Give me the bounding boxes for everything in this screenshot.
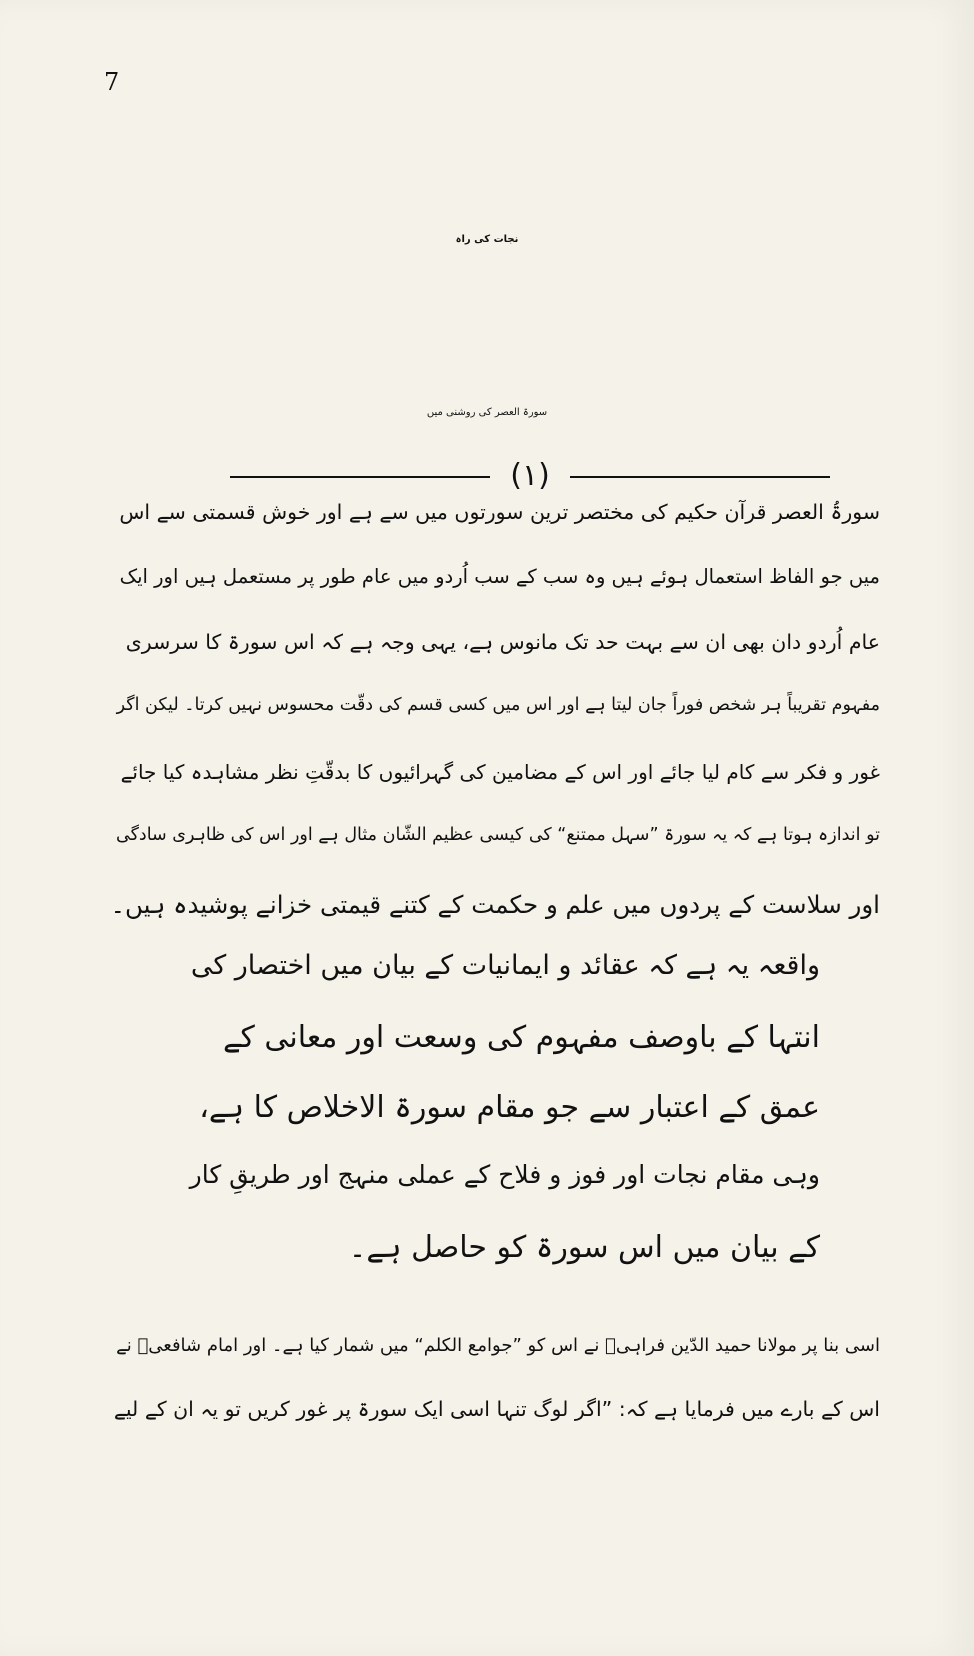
text-line: کے بیان میں اس سورۃ کو حاصل ہے۔ xyxy=(348,1230,820,1265)
text-line: اس کے بارے میں فرمایا ہے کہ: ”اگر لوگ تنہا اسی ایک سورۃ پر غور کریں تو یہ ان کے لیے xyxy=(113,1397,880,1421)
text-line: وہی مقام نجات اور فوز و فلاح کے عملی منہج اور طریقِ کار xyxy=(189,1160,820,1189)
text-line: سورۃُ العصر قرآن حکیم کی مختصر ترین سورتوں میں سے ہے اور خوش قسمتی سے اس xyxy=(119,500,880,524)
text-line: میں جو الفاظ استعمال ہوئے ہیں وہ سب کے سب اُردو میں عام طور پر مستعمل ہیں اور ایک xyxy=(119,565,880,588)
paragraph-intro xyxy=(110,500,880,940)
section-number: (۱) xyxy=(510,458,550,493)
text-line: عمق کے اعتبار سے جو مقام سورۃ الاخلاص کا ہے، xyxy=(199,1090,820,1125)
text-line: تو اندازہ ہوتا ہے کہ یہ سورۃ ”سہل ممتنع“ کی کیسی عظیم الشّان مثال ہے اور اس کی ظاہری سادگی xyxy=(115,825,880,845)
page-subtitle: سورۃ العصر کی روشنی میں xyxy=(426,407,548,418)
text-line: واقعہ یہ ہے کہ عقائد و ایمانیات کے بیان میں اختصار کی xyxy=(190,950,820,981)
text-line: غور و فکر سے کام لیا جائے اور اس کے مضامین کی گہرائیوں کا بدقّتِ نظر مشاہدہ کیا جائے xyxy=(120,760,880,784)
page-title: نجات کی راہ xyxy=(455,234,519,245)
text-line: مفہوم تقریباً ہر شخص فوراً جان لیتا ہے اور اس میں کسی قسم کی دقّت محسوس نہیں کرتا۔ لیکن اگر xyxy=(116,695,880,715)
section-divider xyxy=(230,458,830,494)
text-line: عام اُردو دان بھی ان سے بہت حد تک مانوس ہے، یہی وجہ ہے کہ اس سورۃ کا سرسری xyxy=(125,630,880,654)
paragraph-closing xyxy=(110,1335,880,1455)
text-line: انتہا کے باوصف مفہوم کی وسعت اور معانی کے xyxy=(222,1020,820,1055)
page-number: 7 xyxy=(104,68,120,96)
paragraph-emphasis xyxy=(180,950,820,1310)
text-line: اور سلاست کے پردوں میں علم و حکمت کے کتنے قیمتی خزانے پوشیدہ ہیں۔ xyxy=(110,890,880,919)
text-line: اسی بنا پر مولانا حمید الدّین فراہیؒ نے اس کو ”جوامع الکلم“ میں شمار کیا ہے۔ اور امام شافعیؒ نے xyxy=(116,1335,880,1356)
